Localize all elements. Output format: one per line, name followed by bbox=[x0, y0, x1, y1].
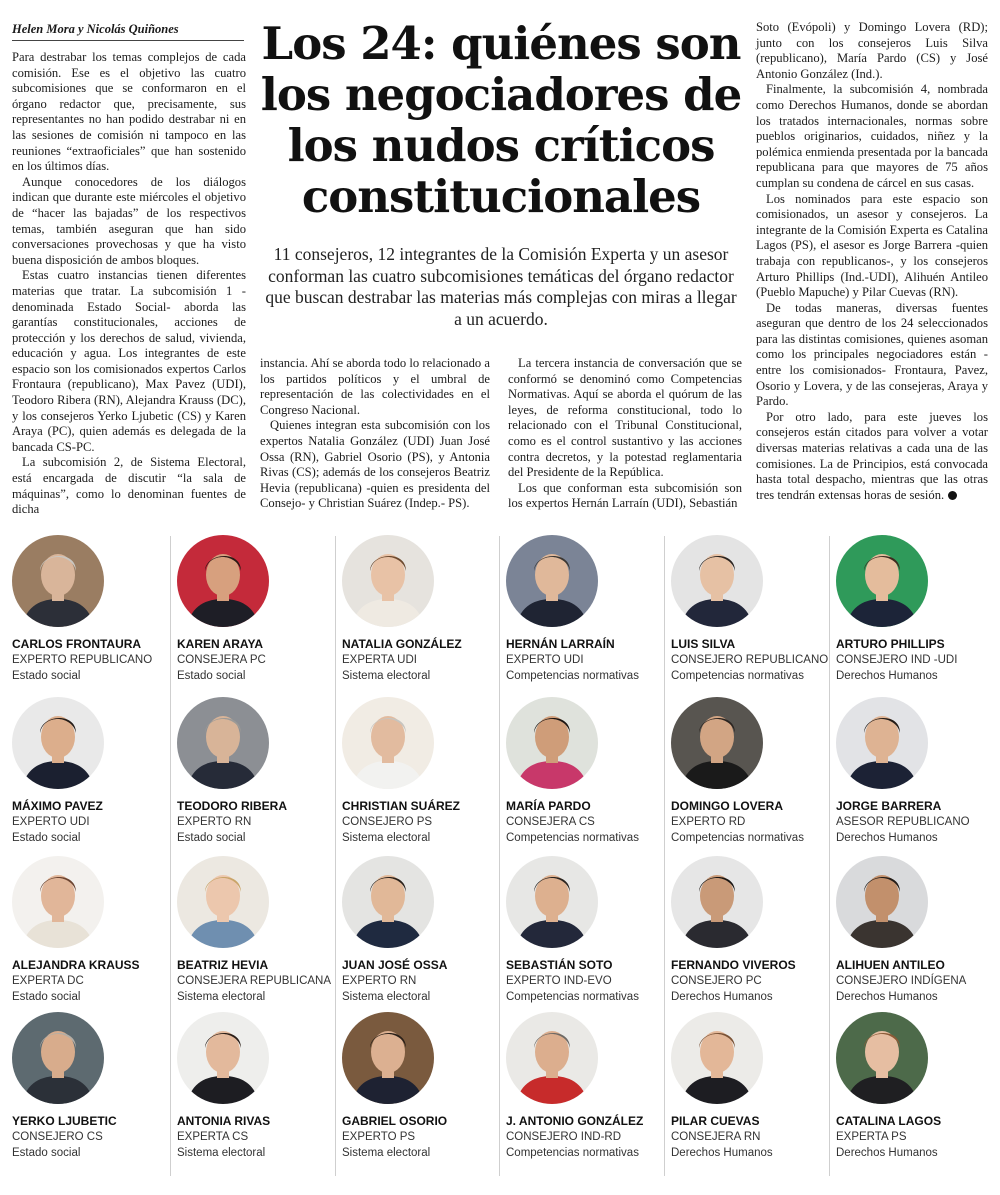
paragraph: De todas maneras, diversas fuentes aseguran que dentro de los 24 seleccionados para las distintas comisiones, quienes asoman como los principales negociadores están -entre los comisionados- Frontaura, Pavez, Osorio y Lovera, y de las consejeras, Araya y Pardo. bbox=[756, 300, 988, 409]
paragraph: Los que conforman esta subcomisión son los expertos Hernán Larraín (UDI), Sebastián bbox=[508, 480, 742, 511]
person-role: EXPERTA DC bbox=[12, 975, 84, 987]
person-name: LUIS SILVA bbox=[671, 637, 736, 651]
portrait-photo bbox=[506, 1012, 598, 1104]
profile-card bbox=[177, 856, 337, 1005]
profile-card bbox=[342, 1012, 502, 1161]
person-subcommission: Competencias normativas bbox=[506, 832, 639, 844]
portrait-photo bbox=[671, 856, 763, 948]
person-name: ALIHUEN ANTILEO bbox=[836, 958, 945, 972]
person-name: GABRIEL OSORIO bbox=[342, 1114, 448, 1128]
person-subcommission: Competencias normativas bbox=[671, 670, 804, 682]
profile-card bbox=[12, 856, 172, 1005]
paragraph: instancia. Ahí se aborda todo lo relacionado a los partidos políticos y el umbral de representación de las colectividades en el Congreso Nacional. bbox=[260, 356, 490, 417]
person-subcommission: Estado social bbox=[12, 991, 81, 1003]
portrait-photo bbox=[671, 535, 763, 627]
person-subcommission: Derechos Humanos bbox=[836, 1147, 938, 1159]
paragraph: La tercera instancia de conversación que se conformó se denominó como Competencias Normativas. Aquí se aborda el quórum de las leyes, de reforma constitucional, todo lo relacionado con el Tribunal Constitucional, como es el control sustantivo y las acciones contra decretos, y la potestad reglamentaria del Presidente de la República. bbox=[508, 356, 742, 480]
portrait-photo bbox=[671, 697, 763, 789]
person-subcommission: Derechos Humanos bbox=[836, 670, 938, 682]
person-role: CONSEJERO INDÍGENA bbox=[836, 975, 967, 987]
person-role: CONSEJERA REPUBLICANA bbox=[177, 975, 332, 987]
person-role: EXPERTA UDI bbox=[342, 654, 417, 666]
person-role: EXPERTO RN bbox=[342, 975, 417, 987]
person-subcommission: Derechos Humanos bbox=[836, 991, 938, 1003]
person-name: DOMINGO LOVERA bbox=[671, 799, 784, 813]
portrait-photo bbox=[12, 856, 104, 948]
person-subcommission: Sistema electoral bbox=[177, 1147, 266, 1159]
person-subcommission: Competencias normativas bbox=[671, 832, 804, 844]
person-role: CONSEJERO IND-RD bbox=[506, 1131, 622, 1143]
profile-card bbox=[836, 535, 996, 684]
person-subcommission: Competencias normativas bbox=[506, 991, 639, 1003]
person-name: J. ANTONIO GONZÁLEZ bbox=[506, 1114, 644, 1128]
person-role: EXPERTO UDI bbox=[12, 816, 90, 828]
portrait-photo bbox=[836, 535, 928, 627]
profile-card bbox=[342, 856, 502, 1005]
person-role: ASESOR REPUBLICANO bbox=[836, 816, 970, 828]
profile-card bbox=[836, 697, 996, 846]
paragraph: Finalmente, la subcomisión 4, nombrada como Derechos Humanos, donde se abordan los tratados internacionales, normas sobre pueblos originarios, cuidados, niñez y la polémica enmienda presentada por la bancada republicana para que mayores de 75 años cumplan su condena de cárcel en sus casas. bbox=[756, 82, 988, 190]
article-column-mid-2 bbox=[508, 356, 742, 512]
deck-summary: 11 consejeros, 12 integrantes de la Comisión Experta y un asesor conforman las cuatro subcomisiones temáticas del órgano redactor que buscan destrabar las materias más complejas con miras a llegar a un acuerdo. bbox=[265, 244, 737, 329]
profile-card bbox=[506, 535, 666, 684]
person-name: ALEJANDRA KRAUSS bbox=[12, 958, 140, 972]
profile-card bbox=[506, 1012, 666, 1161]
person-role: CONSEJERA CS bbox=[506, 816, 595, 828]
profile-card bbox=[177, 535, 337, 684]
profile-card bbox=[671, 856, 831, 1005]
person-name: CARLOS FRONTAURA bbox=[12, 637, 142, 651]
profile-card bbox=[506, 856, 666, 1005]
portrait-photo bbox=[836, 856, 928, 948]
person-name: ARTURO PHILLIPS bbox=[836, 637, 945, 651]
portrait-photo bbox=[671, 1012, 763, 1104]
profile-card bbox=[177, 697, 337, 846]
portrait-photo bbox=[342, 1012, 434, 1104]
person-name: ANTONIA RIVAS bbox=[177, 1114, 271, 1128]
person-name: BEATRIZ HEVIA bbox=[177, 958, 269, 972]
person-name: YERKO LJUBETIC bbox=[12, 1114, 117, 1128]
person-name: MÁXIMO PAVEZ bbox=[12, 799, 103, 813]
profile-card bbox=[506, 697, 666, 846]
person-name: CHRISTIAN SUÁREZ bbox=[342, 799, 461, 813]
person-subcommission: Estado social bbox=[12, 832, 81, 844]
article-column-left bbox=[12, 50, 246, 518]
person-role: EXPERTA PS bbox=[836, 1131, 907, 1143]
person-role: EXPERTO REPUBLICANO bbox=[12, 654, 153, 666]
profile-card bbox=[836, 856, 996, 1005]
person-name: JUAN JOSÉ OSSA bbox=[342, 958, 448, 972]
person-role: EXPERTO UDI bbox=[506, 654, 584, 666]
paragraph: Para destrabar los temas complejos de cada comisión. Ese es el objetivo las cuatro subcomisiones que se conformaron en el órgano redactor que, precisamente, sus representantes no han podido destrabar ni en las sesiones de comisión ni tampoco en las reuniones “extraoficiales” que han sostenido en los últimos días. bbox=[12, 50, 246, 174]
profile-card bbox=[836, 1012, 996, 1161]
person-role: CONSEJERO PS bbox=[342, 816, 433, 828]
person-role: EXPERTO RN bbox=[177, 816, 252, 828]
person-role: EXPERTO RD bbox=[671, 816, 746, 828]
person-subcommission: Sistema electoral bbox=[342, 832, 431, 844]
person-name: PILAR CUEVAS bbox=[671, 1114, 760, 1128]
end-of-article-icon bbox=[948, 491, 957, 500]
portrait-photo bbox=[177, 856, 269, 948]
person-subcommission: Sistema electoral bbox=[342, 991, 431, 1003]
paragraph-last bbox=[756, 410, 988, 504]
person-role: CONSEJERA PC bbox=[177, 654, 266, 666]
person-role: EXPERTA CS bbox=[177, 1131, 249, 1143]
person-name: NATALIA GONZÁLEZ bbox=[342, 637, 462, 651]
person-subcommission: Sistema electoral bbox=[342, 1147, 431, 1159]
portrait-photo bbox=[12, 535, 104, 627]
person-subcommission: Competencias normativas bbox=[506, 670, 639, 682]
paragraph: Los nominados para este espacio son comisionados, un asesor y consejeros. La integrante de la Comisión Experta es Catalina Lagos (PS), el asesor es Jorge Barrera -quien trabaja con republicanos-, y los consejeros Arturo Phillips (Ind.-UDI), Alihuén Antileo (Pueblo Mapuche) y Pilar Cuevas (RN). bbox=[756, 191, 988, 300]
person-role: EXPERTO PS bbox=[342, 1131, 416, 1143]
portrait-photo bbox=[342, 697, 434, 789]
profile-card bbox=[342, 535, 502, 684]
profile-card bbox=[671, 1012, 831, 1161]
profile-card bbox=[671, 535, 831, 684]
profile-card bbox=[342, 697, 502, 846]
article-column-right bbox=[756, 20, 988, 503]
person-subcommission: Estado social bbox=[12, 670, 81, 682]
person-subcommission: Competencias normativas bbox=[506, 1147, 639, 1159]
paragraph: Aunque conocedores de los diálogos indican que durante este miércoles el objetivo de “hacer las bajadas” de los respectivos temas, también aseguran que han sido conversaciones provechosas y que ha visto buena disposición de ambos bloques. bbox=[12, 174, 246, 267]
person-subcommission: Sistema electoral bbox=[342, 670, 431, 682]
person-subcommission: Derechos Humanos bbox=[671, 1147, 773, 1159]
profile-card bbox=[12, 535, 172, 684]
portrait-photo bbox=[177, 1012, 269, 1104]
byline: Helen Mora y Nicolás Quiñones bbox=[12, 22, 244, 41]
portrait-photo bbox=[342, 856, 434, 948]
portrait-photo bbox=[177, 535, 269, 627]
profile-card bbox=[177, 1012, 337, 1161]
person-role: CONSEJERO CS bbox=[12, 1131, 103, 1143]
profile-card bbox=[12, 697, 172, 846]
profile-card bbox=[671, 697, 831, 846]
portrait-photo bbox=[836, 697, 928, 789]
person-role: EXPERTO IND-EVO bbox=[506, 975, 612, 987]
article-column-mid-1 bbox=[260, 356, 490, 512]
person-name: MARÍA PARDO bbox=[506, 799, 591, 813]
portrait-photo bbox=[506, 535, 598, 627]
portrait-photo bbox=[177, 697, 269, 789]
person-subcommission: Derechos Humanos bbox=[836, 832, 938, 844]
portrait-photo bbox=[506, 697, 598, 789]
person-name: HERNÁN LARRAÍN bbox=[506, 637, 615, 651]
person-subcommission: Sistema electoral bbox=[177, 991, 266, 1003]
person-subcommission: Estado social bbox=[177, 832, 246, 844]
paragraph: Quienes integran esta subcomisión con los expertos Natalia González (UDI) Juan José Ossa (RN), Gabriel Osorio (PS), y Antonia Rivas (CS); además de los consejeros Beatriz Hevia (republicana) -quien es presidenta del Consejo- y Christian Suárez (Indep.- PS). bbox=[260, 418, 490, 511]
person-subcommission: Estado social bbox=[12, 1147, 81, 1159]
person-subcommission: Derechos Humanos bbox=[671, 991, 773, 1003]
person-name: FERNANDO VIVEROS bbox=[671, 958, 796, 972]
paragraph: Estas cuatro instancias tienen diferentes materias que tratar. La subcomisión 1 -denominada Estado Social- aborda las garantías constitucionales, acciones de protección y los derechos de salud, vivienda, educación y agua. Los integrantes de este espacio son los comisionados expertos Carlos Frontaura (republicano), Max Pavez (UDI), Teodoro Ribera (RN), Alejandra Krauss (DC), y los consejeros Yerko Ljubetic (CS) y Karen Araya (PC), quien además es delegada de la bancada CS-PC. bbox=[12, 268, 246, 454]
portrait-photo bbox=[12, 697, 104, 789]
person-name: CATALINA LAGOS bbox=[836, 1114, 942, 1128]
person-role: CONSEJERO PC bbox=[671, 975, 762, 987]
portrait-photo bbox=[12, 1012, 104, 1104]
portrait-photo bbox=[506, 856, 598, 948]
person-role: CONSEJERO IND -UDI bbox=[836, 654, 958, 666]
person-name: JORGE BARRERA bbox=[836, 799, 942, 813]
person-name: SEBASTIÁN SOTO bbox=[506, 958, 613, 972]
profile-card bbox=[12, 1012, 172, 1161]
person-role: CONSEJERA RN bbox=[671, 1131, 761, 1143]
paragraph: Soto (Evópoli) y Domingo Lovera (RD); junto con los consejeros Luis Silva (republicano), María Pardo (CS) y José Antonio González (Ind.). bbox=[756, 20, 988, 81]
portrait-photo bbox=[342, 535, 434, 627]
paragraph: La subcomisión 2, de Sistema Electoral, está encargada de discutir “la sala de máquinas”, como lo denominan fuentes de dicha bbox=[12, 455, 246, 517]
headline: Los 24: quiénes son los negociadores de los nudos críticos constitucionales bbox=[260, 17, 742, 223]
person-name: TEODORO RIBERA bbox=[177, 799, 288, 813]
person-subcommission: Estado social bbox=[177, 670, 246, 682]
person-name: KAREN ARAYA bbox=[177, 637, 264, 651]
person-role: CONSEJERO REPUBLICANO bbox=[671, 654, 829, 666]
portrait-photo bbox=[836, 1012, 928, 1104]
paragraph-text: Por otro lado, para este jueves los consejeros están citados para volver a votar diversas materias relativas a cada una de las comisiones. La de Principios, está convocada hasta total despacho, mientras que las otras tres tendrán extensas horas de sesión. bbox=[756, 409, 988, 502]
